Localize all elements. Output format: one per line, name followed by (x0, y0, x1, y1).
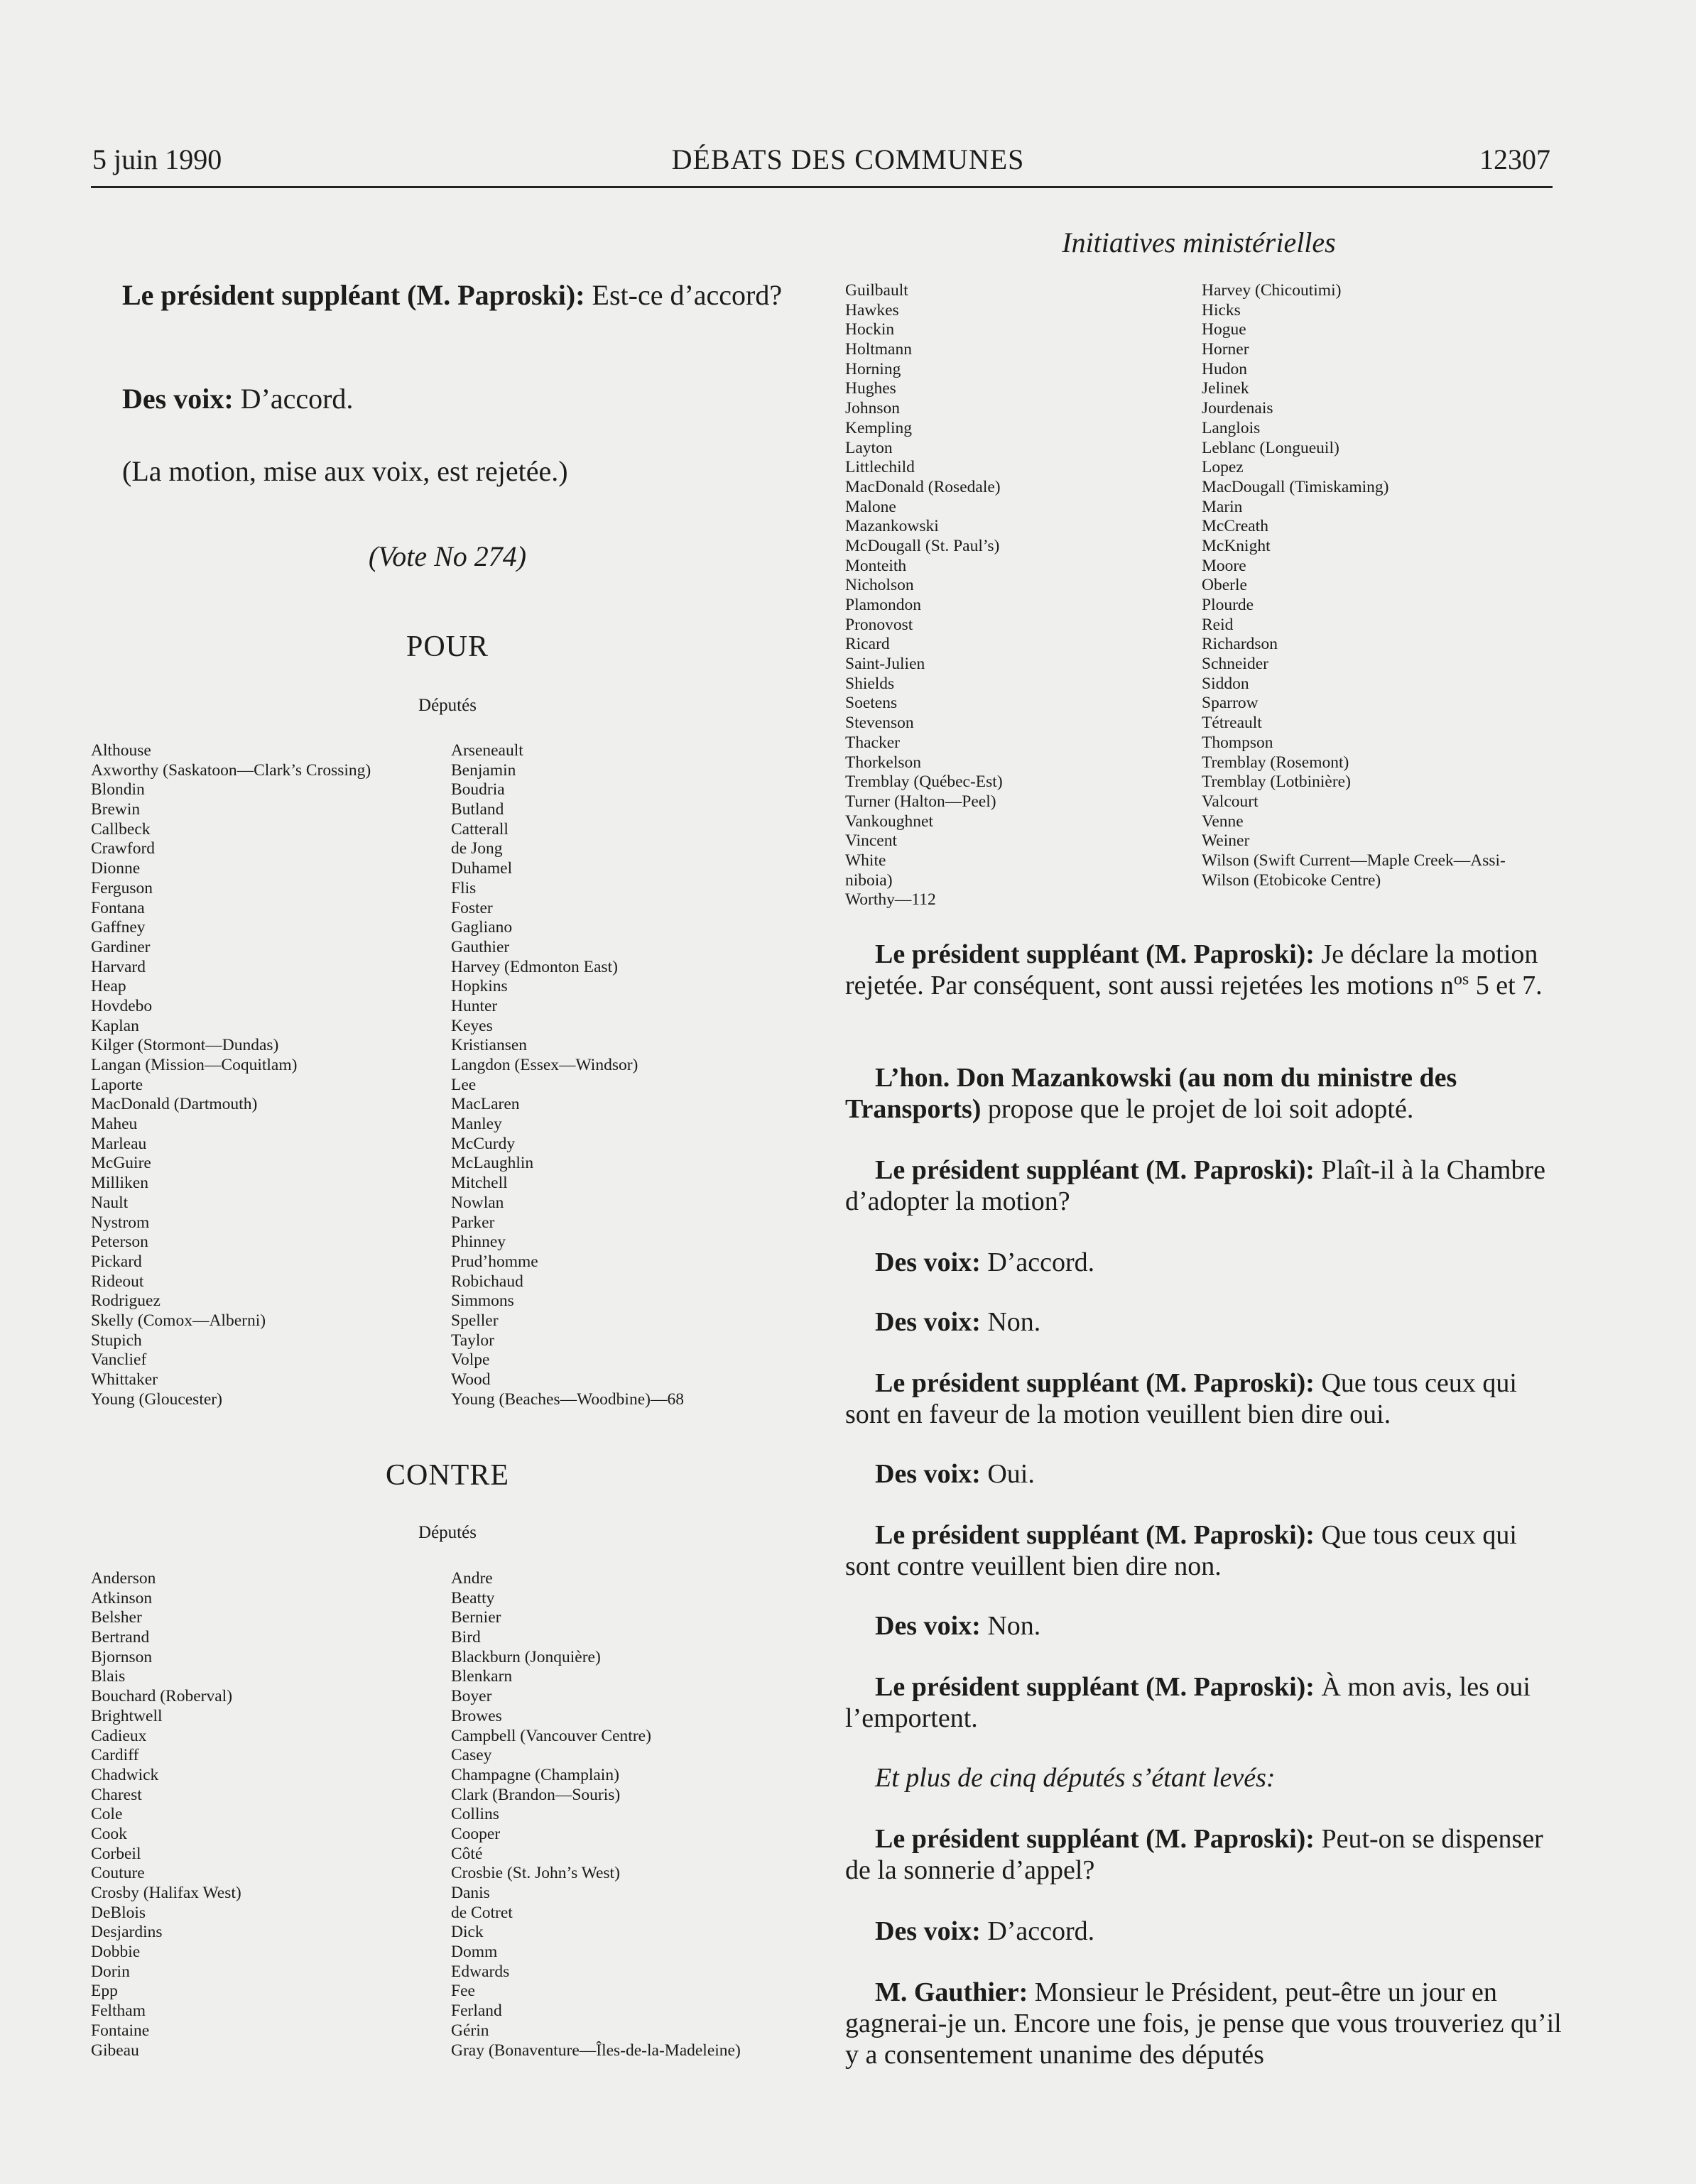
member-name: Domm (451, 1943, 498, 1962)
speech-text: D’accord. (980, 1247, 1095, 1277)
member-name: Belsher (91, 1608, 142, 1627)
member-name: Milliken (91, 1174, 148, 1193)
member-name: Marleau (91, 1134, 147, 1153)
member-name: Jelinek (1202, 379, 1249, 398)
member-name: Hunter (451, 996, 498, 1015)
pour-subheading: Députés (418, 696, 477, 715)
paragraph-voices-r13 (845, 1916, 1562, 1947)
member-name: Hovdebo (91, 996, 153, 1015)
member-name: Monteith (845, 556, 907, 575)
member-name: Maheu (91, 1115, 138, 1134)
paragraph-voices-r9 (845, 1610, 1562, 1642)
member-name: Beatty (451, 1588, 495, 1607)
member-name: Jourdenais (1202, 399, 1273, 418)
member-name: Ferland (451, 2002, 502, 2021)
member-name: Gibeau (91, 2041, 139, 2060)
member-name: Hopkins (451, 977, 508, 996)
member-name: Dick (451, 1923, 484, 1942)
speech-text: Non. (980, 1611, 1041, 1641)
member-name: Boyer (451, 1687, 492, 1706)
member-name: Wood (451, 1370, 491, 1389)
member-name: Cooper (451, 1824, 501, 1843)
speech-text: Plaît-il à la Chambre d’adopter la motion? (845, 1155, 1545, 1216)
speaker-name: Le président suppléant (M. Paproski): (875, 1672, 1315, 1702)
speaker-name: Des voix: (122, 383, 234, 415)
member-name: niboia) (845, 870, 893, 890)
member-name: Blondin (91, 780, 145, 799)
member-name: Cadieux (91, 1726, 147, 1745)
paragraph-voices-r5 (845, 1306, 1562, 1338)
member-name: Kilger (Stormont—Dundas) (91, 1036, 279, 1055)
paragraph-speaker-r8 (845, 1519, 1562, 1582)
member-name: Parker (451, 1213, 495, 1232)
member-name: Malone (845, 497, 896, 516)
member-name: Siddon (1202, 674, 1249, 693)
member-name: Flis (451, 878, 477, 897)
contre-list-column-2 (451, 1569, 741, 2060)
member-name: Dorin (91, 1962, 130, 1981)
speaker-name: Le président suppléant (M. Paproski): (875, 1368, 1315, 1398)
paragraph-voices-1 (92, 382, 810, 415)
member-name: Weiner (1202, 831, 1250, 851)
member-name: Thacker (845, 733, 900, 752)
member-name: Turner (Halton—Peel) (845, 792, 996, 811)
member-name: Côté (451, 1844, 483, 1863)
member-name: Richardson (1202, 635, 1278, 654)
member-name: Tremblay (Rosemont) (1202, 753, 1349, 772)
member-name: Taylor (451, 1331, 494, 1350)
speech-text: Et plus de cinq députés s’étant levés: (875, 1763, 1276, 1793)
member-name: Fontaine (91, 2021, 150, 2040)
speech-text: À mon avis, les oui l’emportent. (845, 1672, 1531, 1733)
member-name: Vincent (845, 831, 897, 851)
speaker-name: Le président suppléant (M. Paproski): (875, 1824, 1315, 1854)
member-name: Lee (451, 1075, 477, 1094)
speech-text: Que tous ceux qui sont contre veuillent bien dire non. (845, 1520, 1517, 1581)
member-name: Phinney (451, 1233, 506, 1252)
member-name: Pronovost (845, 615, 913, 634)
member-name: Hawkes (845, 300, 899, 320)
member-name: Hogue (1202, 320, 1246, 339)
member-name: Anderson (91, 1569, 156, 1588)
header-date: 5 juin 1990 (92, 143, 222, 175)
member-name: Charest (91, 1785, 142, 1804)
member-name: Johnson (845, 399, 901, 418)
member-name: McDougall (St. Paul’s) (845, 536, 1000, 555)
member-name: Schneider (1202, 655, 1268, 674)
member-name: Vankoughnet (845, 812, 934, 831)
member-name: Venne (1202, 812, 1244, 831)
member-name: Desjardins (91, 1923, 163, 1942)
pour-heading: POUR (406, 630, 489, 663)
speech-text: 5 et 7. (1469, 971, 1543, 1000)
member-name: Duhamel (451, 859, 513, 878)
member-name: Browes (451, 1706, 502, 1725)
contre-list-column-3 (845, 281, 1003, 910)
speech-text: D’accord. (980, 1916, 1095, 1946)
member-name: Nault (91, 1193, 129, 1212)
member-name: Volpe (451, 1350, 490, 1370)
member-name: Kristiansen (451, 1036, 528, 1055)
member-name: de Cotret (451, 1903, 513, 1922)
member-name: Kempling (845, 418, 912, 437)
member-name: Fontana (91, 898, 145, 917)
member-name: Tremblay (Québec-Est) (845, 772, 1003, 792)
member-name: Arseneault (451, 741, 523, 760)
member-name: Mazankowski (845, 517, 939, 536)
member-name: Thorkelson (845, 753, 922, 772)
member-name: Tremblay (Lotbinière) (1202, 772, 1351, 792)
member-name: MacDougall (Timiskaming) (1202, 477, 1389, 496)
speaker-name: Le président suppléant (M. Paproski): (875, 1520, 1315, 1550)
member-name: Bertrand (91, 1628, 150, 1647)
paragraph-speaker-r6 (845, 1367, 1562, 1430)
member-name: Gérin (451, 2021, 489, 2040)
speaker-name: Le président suppléant (M. Paproski): (122, 279, 585, 311)
member-name: Heap (91, 977, 126, 996)
paragraph-speaker-r1 (845, 939, 1562, 1001)
member-name: Campbell (Vancouver Centre) (451, 1726, 651, 1745)
member-name: Bouchard (Roberval) (91, 1687, 233, 1706)
speaker-name: Le président suppléant (M. Paproski): (875, 1155, 1315, 1185)
member-name: Axworthy (Saskatoon—Clark’s Crossing) (91, 760, 371, 780)
member-name: Keyes (451, 1016, 493, 1035)
speech-text: Est-ce d’accord? (585, 279, 783, 311)
member-name: Fee (451, 1982, 475, 2001)
member-name: Horner (1202, 340, 1249, 359)
member-name: Horning (845, 359, 901, 378)
member-name: Soetens (845, 694, 898, 713)
member-name: Moore (1202, 556, 1246, 575)
member-name: Simmons (451, 1292, 514, 1311)
member-name: Peterson (91, 1233, 148, 1252)
member-name: Worthy—112 (845, 890, 936, 910)
member-name: Oberle (1202, 576, 1247, 595)
member-name: Langan (Mission—Coquitlam) (91, 1056, 298, 1074)
speaker-name: Des voix: (875, 1459, 981, 1489)
member-name: Sparrow (1202, 694, 1259, 713)
member-name: Thompson (1202, 733, 1273, 752)
member-name: Reid (1202, 615, 1234, 634)
member-name: Valcourt (1202, 792, 1259, 811)
member-name: White (845, 851, 886, 870)
member-name: Ricard (845, 635, 890, 654)
member-name: Cardiff (91, 1746, 139, 1765)
contre-list-column-4 (1202, 281, 1506, 890)
member-name: Nicholson (845, 576, 914, 595)
member-name: Clark (Brandon—Souris) (451, 1785, 621, 1804)
member-name: Stupich (91, 1331, 142, 1350)
member-name: Laporte (91, 1075, 143, 1094)
member-name: McKnight (1202, 536, 1271, 555)
superscript: os (1453, 970, 1469, 989)
member-name: Speller (451, 1311, 499, 1330)
member-name: Brewin (91, 800, 141, 819)
section-subheader: Initiatives ministérielles (1062, 226, 1336, 258)
speaker-name: M. Gauthier: (875, 1977, 1028, 2007)
member-name: Stevenson (845, 714, 914, 733)
member-name: Edwards (451, 1962, 510, 1981)
member-name: Cole (91, 1805, 123, 1824)
paragraph-speaker-r2 (845, 1062, 1562, 1125)
member-name: Benjamin (451, 760, 516, 780)
member-name: Corbeil (91, 1844, 141, 1863)
member-name: Catterall (451, 819, 509, 839)
contre-list-column-1 (91, 1569, 241, 2060)
speech-text: Que tous ceux qui sont en faveur de la motion veuillent bien dire oui. (845, 1368, 1517, 1429)
stage-direction (845, 1762, 1562, 1793)
member-name: Hughes (845, 379, 896, 398)
member-name: Holtmann (845, 340, 912, 359)
paragraph-speaker-1 (92, 278, 810, 312)
member-name: Couture (91, 1864, 145, 1883)
member-name: Crosby (Halifax West) (91, 1884, 241, 1902)
member-name: Prud’homme (451, 1252, 538, 1271)
speaker-name: L’hon. Don Mazankowski (au nom du ministre des Transports) (845, 1063, 1457, 1124)
member-name: Shields (845, 674, 895, 693)
member-name: Harvey (Chicoutimi) (1202, 281, 1342, 300)
member-name: Nystrom (91, 1213, 150, 1232)
member-name: de Jong (451, 839, 503, 858)
member-name: Ferguson (91, 878, 153, 897)
member-name: Rodriguez (91, 1292, 161, 1311)
member-name: DeBlois (91, 1903, 146, 1922)
member-name: Langlois (1202, 418, 1261, 437)
member-name: Althouse (91, 741, 151, 760)
member-name: Champagne (Champlain) (451, 1765, 619, 1784)
member-name: Hicks (1202, 300, 1241, 320)
member-name: Dobbie (91, 1943, 141, 1962)
member-name: Boudria (451, 780, 505, 799)
member-name: Tétreault (1202, 714, 1262, 733)
speaker-name: Des voix: (875, 1247, 981, 1277)
speech-text: propose que le projet de loi soit adopté. (981, 1094, 1414, 1124)
member-name: Chadwick (91, 1765, 159, 1784)
contre-subheading: Députés (418, 1523, 477, 1542)
paragraph-speaker-r12 (845, 1823, 1562, 1886)
contre-heading: CONTRE (386, 1459, 509, 1492)
member-name: Hockin (845, 320, 895, 339)
member-name: Wilson (Etobicoke Centre) (1202, 870, 1381, 890)
member-name: Gardiner (91, 937, 151, 956)
member-name: Crawford (91, 839, 156, 858)
member-name: Littlechild (845, 458, 915, 477)
speaker-name: Des voix: (875, 1307, 981, 1337)
member-name: Langdon (Essex—Windsor) (451, 1056, 638, 1074)
speech-text: Oui. (980, 1459, 1035, 1489)
member-name: Saint-Julien (845, 655, 925, 674)
speaker-name: Le président suppléant (M. Paproski): (875, 939, 1315, 969)
member-name: Vanclief (91, 1350, 147, 1370)
member-name: MacDonald (Rosedale) (845, 477, 1001, 496)
member-name: Danis (451, 1884, 490, 1902)
member-name: Leblanc (Longueuil) (1202, 438, 1339, 457)
member-name: Manley (451, 1115, 502, 1134)
speech-text: Non. (980, 1307, 1041, 1337)
member-name: McCreath (1202, 517, 1268, 536)
paragraph-speaker-r14 (845, 1977, 1562, 2070)
speaker-name: Des voix: (875, 1916, 981, 1946)
member-name: Butland (451, 800, 504, 819)
member-name: Brightwell (91, 1706, 163, 1725)
member-name: McGuire (91, 1154, 151, 1173)
pour-list-column-1 (91, 741, 371, 1409)
paragraph-voices-r7 (845, 1458, 1562, 1490)
member-name: Blais (91, 1667, 126, 1686)
member-name: Casey (451, 1746, 492, 1765)
member-name: Gauthier (451, 937, 510, 956)
member-name: Young (Beaches—Woodbine)—68 (451, 1389, 684, 1409)
member-name: McLaughlin (451, 1154, 534, 1173)
speaker-name: Des voix: (875, 1611, 981, 1641)
header-page-number: 12307 (1479, 143, 1550, 175)
member-name: MacLaren (451, 1095, 520, 1114)
member-name: Robichaud (451, 1272, 523, 1291)
speech-text: Monsieur le Président, peut-être un jour en gagnerai-je un. Encore une fois, je pense que vous trouveriez qu’il y a consentement unanime des députés (845, 1977, 1562, 2070)
member-name: Rideout (91, 1272, 144, 1291)
member-name: Feltham (91, 2002, 146, 2021)
member-name: Marin (1202, 497, 1243, 516)
paragraph-voices-r4 (845, 1247, 1562, 1278)
member-name: Hudon (1202, 359, 1247, 378)
header-title: DÉBATS DES COMMUNES (671, 143, 1025, 175)
member-name: Atkinson (91, 1588, 153, 1607)
member-name: Plourde (1202, 596, 1254, 614)
member-name: Whittaker (91, 1370, 158, 1389)
member-name: MacDonald (Dartmouth) (91, 1095, 258, 1114)
speech-text: Je déclare la motion rejetée. Par conséquent, sont aussi rejetées les motions n (845, 939, 1538, 1000)
member-name: Gagliano (451, 918, 513, 937)
member-name: Cook (91, 1824, 127, 1843)
member-name: Mitchell (451, 1174, 508, 1193)
member-name: Harvey (Edmonton East) (451, 957, 618, 976)
header-rule (91, 186, 1553, 188)
speech-text: Peut-on se dispenser de la sonnerie d’appel? (845, 1824, 1543, 1885)
member-name: McCurdy (451, 1134, 516, 1153)
member-name: Bernier (451, 1608, 501, 1627)
member-name: Gaffney (91, 918, 146, 937)
member-name: Collins (451, 1805, 499, 1824)
member-name: Nowlan (451, 1193, 504, 1212)
member-name: Bjornson (91, 1647, 153, 1666)
member-name: Layton (845, 438, 893, 457)
vote-number: (Vote No 274) (368, 540, 527, 572)
member-name: Plamondon (845, 596, 922, 614)
member-name: Harvard (91, 957, 146, 976)
member-name: Bird (451, 1628, 481, 1647)
member-name: Pickard (91, 1252, 142, 1271)
member-name: Andre (451, 1569, 493, 1588)
paragraph-speaker-r10 (845, 1671, 1562, 1734)
member-name: Foster (451, 898, 493, 917)
member-name: Young (Gloucester) (91, 1389, 222, 1409)
pour-list-column-2 (451, 741, 684, 1409)
member-name: Epp (91, 1982, 118, 2001)
motion-result-note: (La motion, mise aux voix, est rejetée.) (122, 455, 568, 487)
member-name: Lopez (1202, 458, 1244, 477)
member-name: Skelly (Comox—Alberni) (91, 1311, 266, 1330)
member-name: Guilbault (845, 281, 908, 300)
member-name: Kaplan (91, 1016, 139, 1035)
paragraph-speaker-r3 (845, 1154, 1562, 1217)
member-name: Crosbie (St. John’s West) (451, 1864, 620, 1883)
member-name: Blenkarn (451, 1667, 513, 1686)
member-name: Wilson (Swift Current—Maple Creek—Assi- (1202, 851, 1506, 870)
member-name: Gray (Bonaventure—Îles-de-la-Madeleine) (451, 2041, 741, 2060)
speech-text: D’accord. (233, 383, 354, 415)
member-name: Callbeck (91, 819, 151, 839)
member-name: Blackburn (Jonquière) (451, 1647, 601, 1666)
member-name: Dionne (91, 859, 141, 878)
